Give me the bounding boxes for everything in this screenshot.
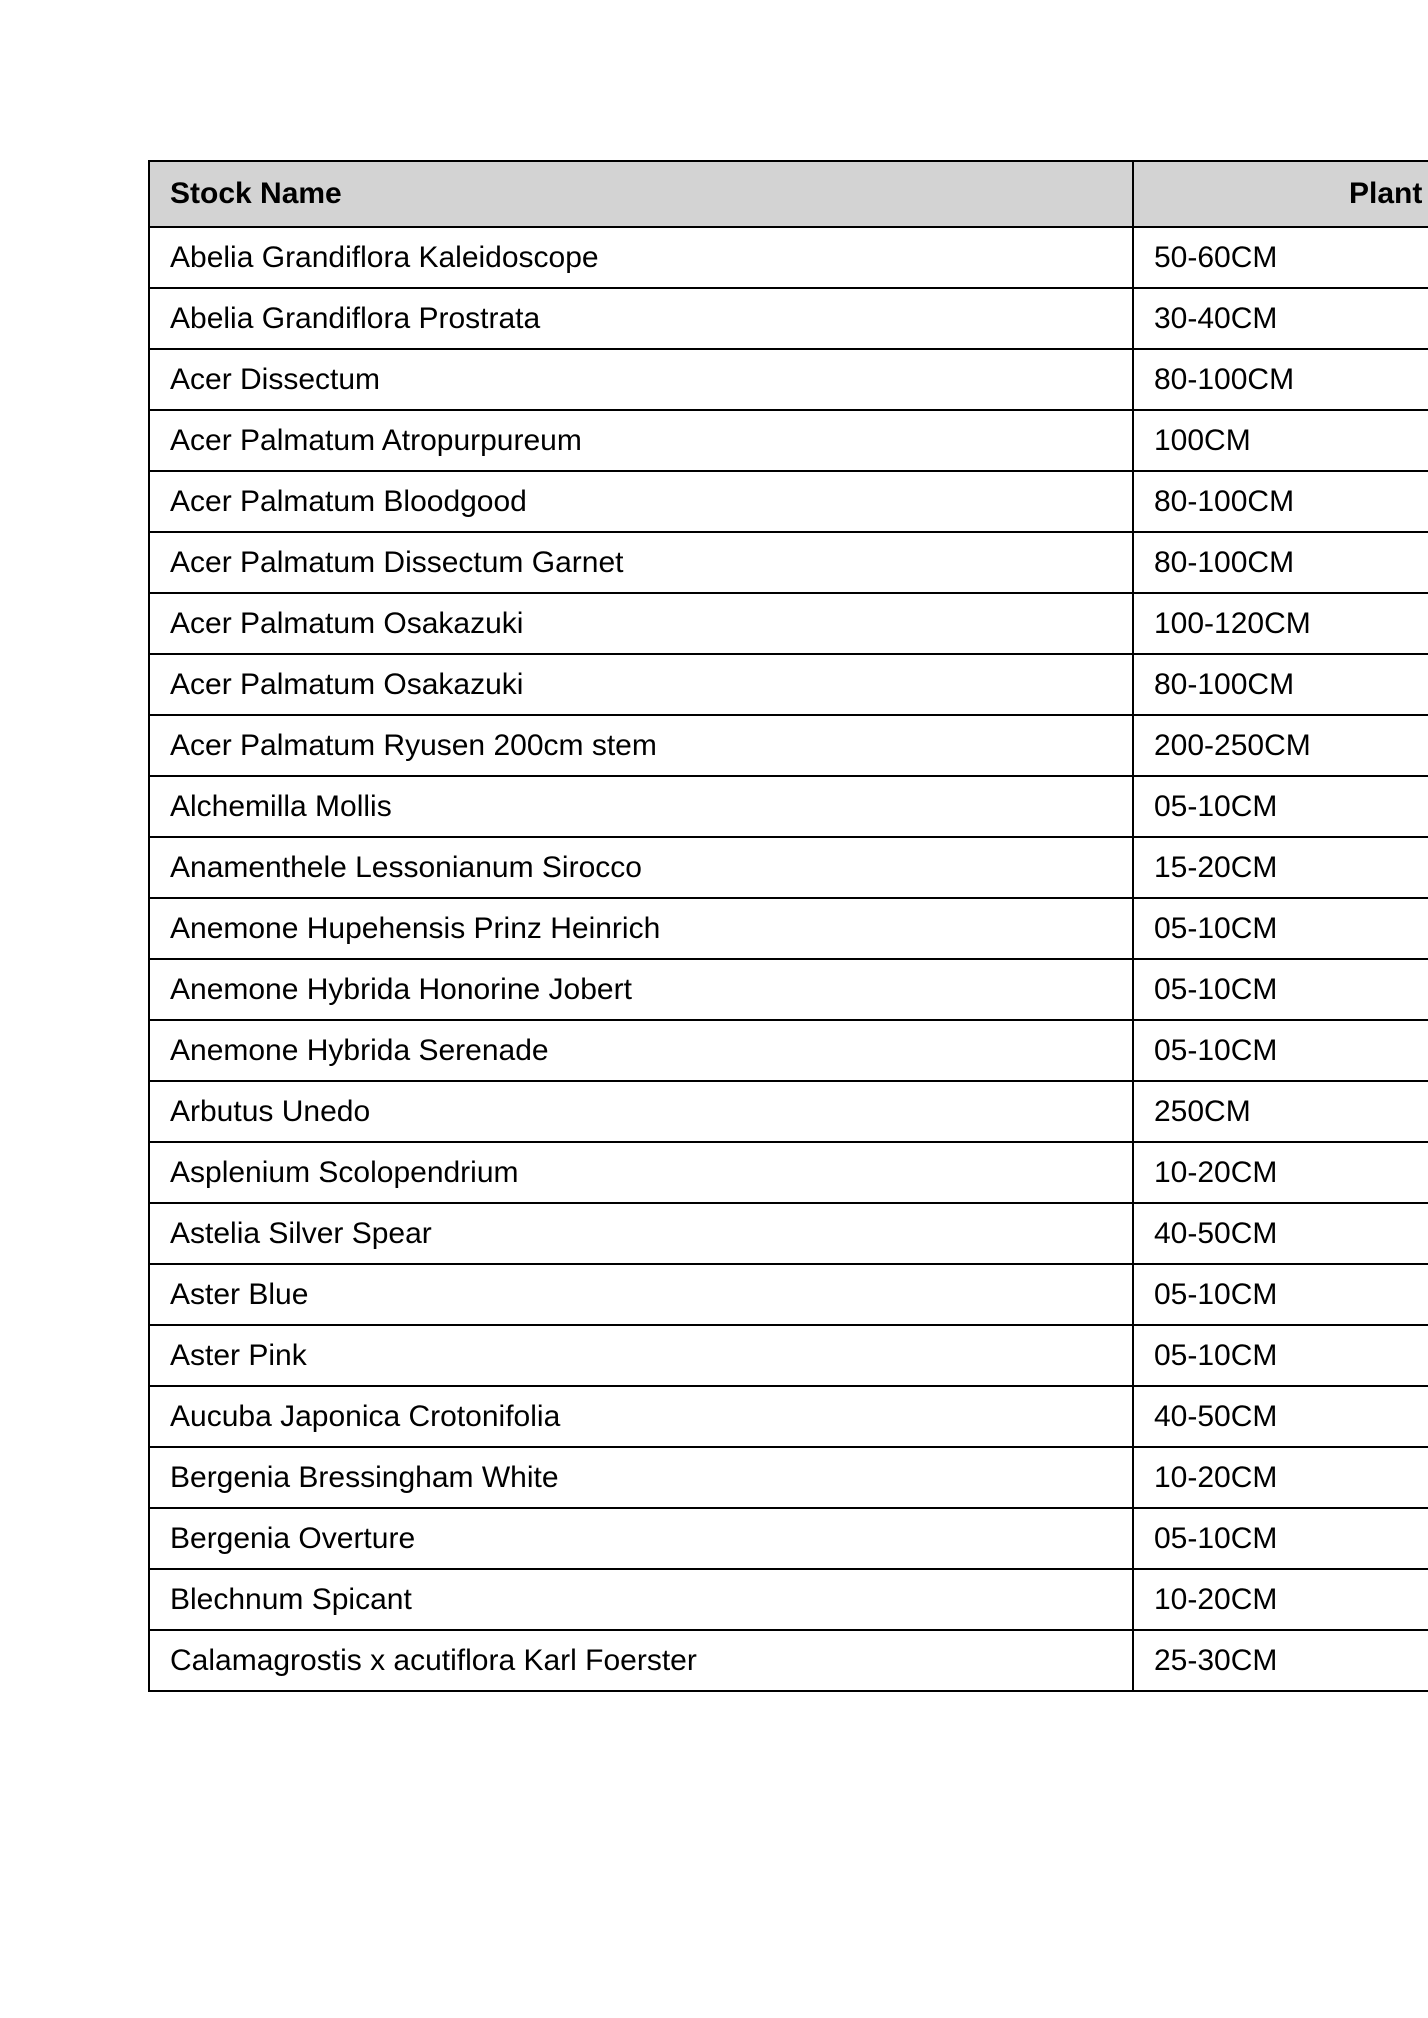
plant-size-cell: 50-60CM <box>1133 227 1428 288</box>
stock-name-cell: Bergenia Bressingham White <box>149 1447 1133 1508</box>
stock-name-cell: Arbutus Unedo <box>149 1081 1133 1142</box>
header-stock-name: Stock Name <box>149 161 1133 227</box>
stock-name-cell: Bergenia Overture <box>149 1508 1133 1569</box>
plant-size-cell: 40-50CM <box>1133 1386 1428 1447</box>
table-row <box>149 1569 1428 1630</box>
plant-size-cell: 15-20CM <box>1133 837 1428 898</box>
plant-size-cell: 200-250CM <box>1133 715 1428 776</box>
stock-name-cell: Acer Palmatum Bloodgood <box>149 471 1133 532</box>
table-row <box>149 1020 1428 1081</box>
plant-size-cell: 10-20CM <box>1133 1447 1428 1508</box>
stock-name-cell: Aster Pink <box>149 1325 1133 1386</box>
plant-size-cell: 100-120CM <box>1133 593 1428 654</box>
table-row <box>149 1142 1428 1203</box>
table-row <box>149 288 1428 349</box>
stock-name-cell: Aucuba Japonica Crotonifolia <box>149 1386 1133 1447</box>
table-row <box>149 593 1428 654</box>
plant-size-cell: 80-100CM <box>1133 654 1428 715</box>
plant-size-cell: 10-20CM <box>1133 1569 1428 1630</box>
table-row <box>149 776 1428 837</box>
table-row <box>149 1630 1428 1691</box>
table-row <box>149 959 1428 1020</box>
stock-name-cell: Acer Palmatum Osakazuki <box>149 593 1133 654</box>
plant-size-cell: 05-10CM <box>1133 1508 1428 1569</box>
stock-name-cell: Acer Palmatum Dissectum Garnet <box>149 532 1133 593</box>
stock-name-cell: Blechnum Spicant <box>149 1569 1133 1630</box>
table-row <box>149 837 1428 898</box>
stock-name-cell: Alchemilla Mollis <box>149 776 1133 837</box>
plant-size-cell: 05-10CM <box>1133 898 1428 959</box>
stock-name-cell: Abelia Grandiflora Prostrata <box>149 288 1133 349</box>
plant-size-cell: 05-10CM <box>1133 1020 1428 1081</box>
header-plant-size: Plant <box>1133 161 1428 227</box>
plant-size-cell: 250CM <box>1133 1081 1428 1142</box>
stock-name-cell: Astelia Silver Spear <box>149 1203 1133 1264</box>
table-row <box>149 410 1428 471</box>
stock-name-cell: Acer Dissectum <box>149 349 1133 410</box>
table-row <box>149 227 1428 288</box>
plant-size-cell: 05-10CM <box>1133 959 1428 1020</box>
stock-name-cell: Calamagrostis x acutiflora Karl Foerster <box>149 1630 1133 1691</box>
plant-size-cell: 05-10CM <box>1133 776 1428 837</box>
plant-size-cell: 80-100CM <box>1133 532 1428 593</box>
stock-table-body <box>149 227 1428 1691</box>
plant-size-cell: 05-10CM <box>1133 1264 1428 1325</box>
table-row <box>149 898 1428 959</box>
plant-size-cell: 30-40CM <box>1133 288 1428 349</box>
stock-name-cell: Abelia Grandiflora Kaleidoscope <box>149 227 1133 288</box>
stock-table <box>148 160 1428 1692</box>
stock-name-cell: Anemone Hupehensis Prinz Heinrich <box>149 898 1133 959</box>
table-row <box>149 349 1428 410</box>
table-row <box>149 1325 1428 1386</box>
stock-name-cell: Anemone Hybrida Serenade <box>149 1020 1133 1081</box>
table-header-row <box>149 161 1428 227</box>
table-row <box>149 532 1428 593</box>
plant-size-cell: 05-10CM <box>1133 1325 1428 1386</box>
table-row <box>149 1264 1428 1325</box>
plant-size-cell: 100CM <box>1133 410 1428 471</box>
plant-size-cell: 25-30CM <box>1133 1630 1428 1691</box>
plant-size-cell: 80-100CM <box>1133 349 1428 410</box>
stock-name-cell: Acer Palmatum Atropurpureum <box>149 410 1133 471</box>
stock-name-cell: Acer Palmatum Osakazuki <box>149 654 1133 715</box>
plant-size-cell: 10-20CM <box>1133 1142 1428 1203</box>
table-row <box>149 715 1428 776</box>
table-row <box>149 654 1428 715</box>
stock-name-cell: Asplenium Scolopendrium <box>149 1142 1133 1203</box>
table-row <box>149 1508 1428 1569</box>
table-row <box>149 1447 1428 1508</box>
table-row <box>149 1203 1428 1264</box>
plant-size-cell: 80-100CM <box>1133 471 1428 532</box>
table-row <box>149 471 1428 532</box>
table-row <box>149 1386 1428 1447</box>
stock-name-cell: Acer Palmatum Ryusen 200cm stem <box>149 715 1133 776</box>
table-row <box>149 1081 1428 1142</box>
stock-name-cell: Anamenthele Lessonianum Sirocco <box>149 837 1133 898</box>
plant-size-cell: 40-50CM <box>1133 1203 1428 1264</box>
stock-name-cell: Anemone Hybrida Honorine Jobert <box>149 959 1133 1020</box>
stock-name-cell: Aster Blue <box>149 1264 1133 1325</box>
